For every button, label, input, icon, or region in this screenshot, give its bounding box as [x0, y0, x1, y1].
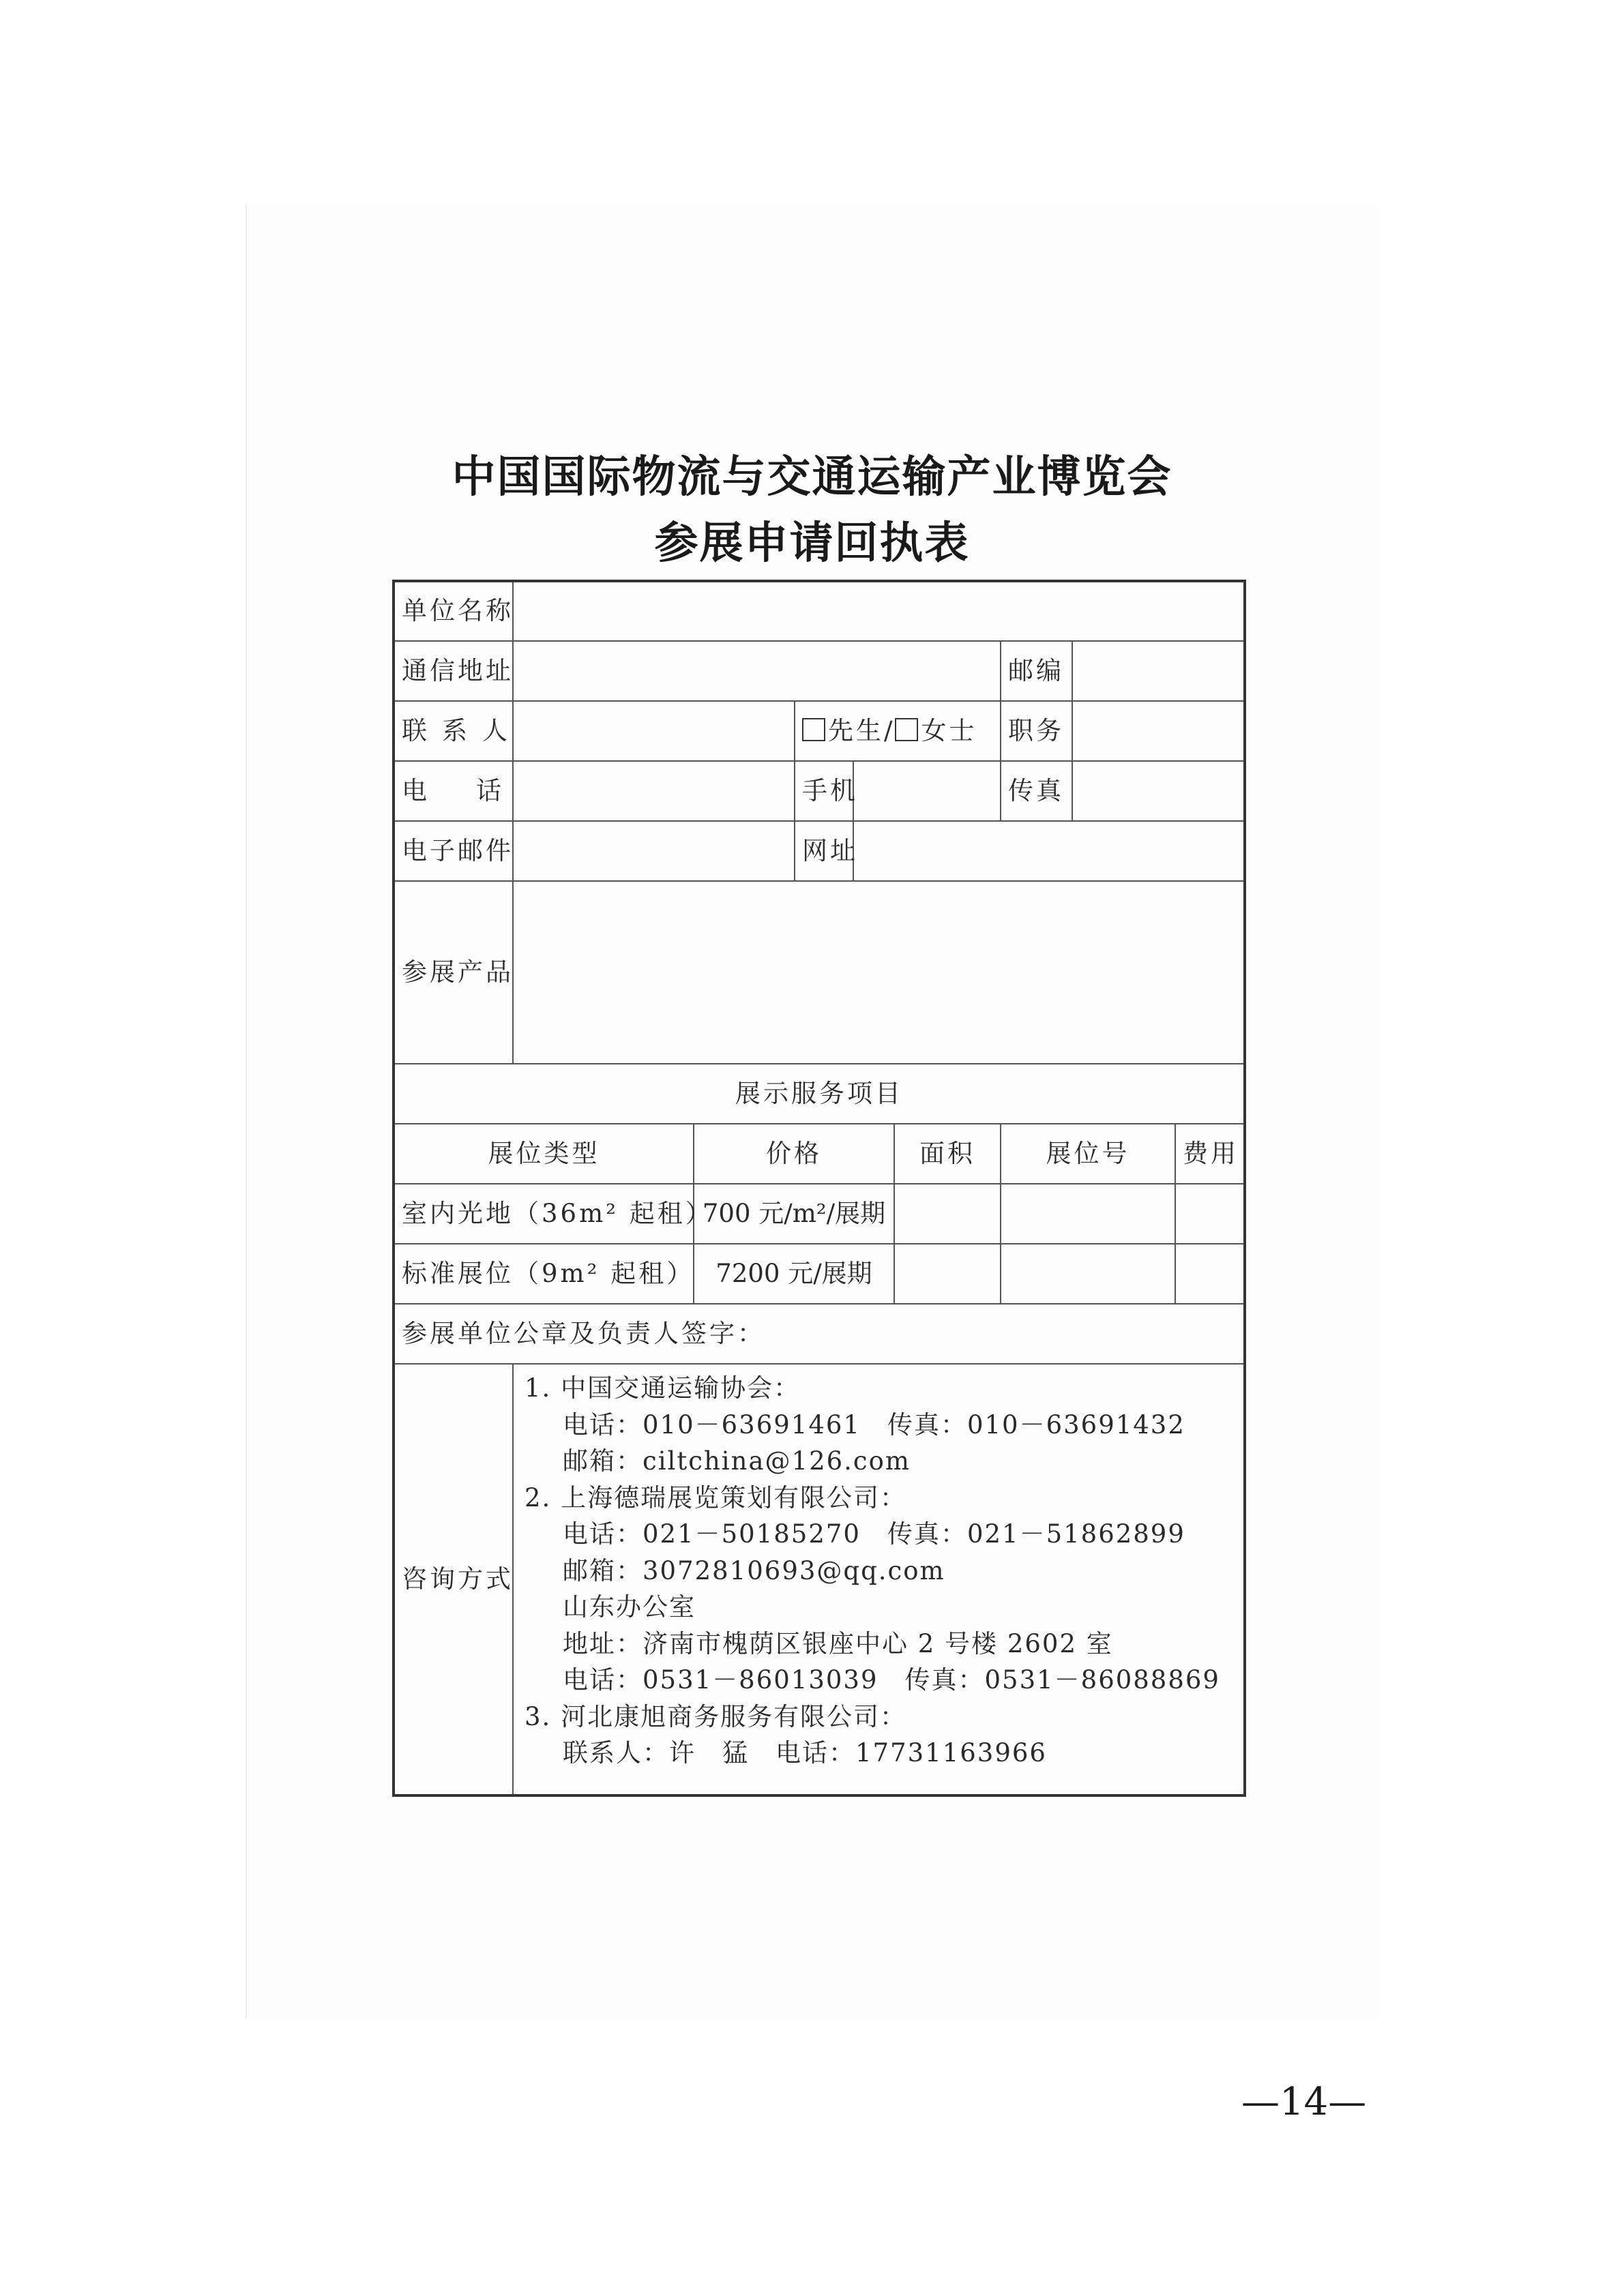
postcode-label: 邮编	[1001, 641, 1072, 701]
position-label: 职务	[1001, 701, 1072, 761]
application-form-table	[392, 580, 1246, 1797]
contact-line: 电话：021－50185270 传真：021－51862899	[563, 1519, 1185, 1549]
unit-name-label: 单位名称	[394, 581, 513, 641]
row-contact	[394, 701, 1245, 761]
website-label: 网址	[795, 821, 853, 881]
gender-options	[795, 701, 1001, 761]
row-seal	[394, 1304, 1245, 1364]
price-header: 价格	[694, 1124, 894, 1184]
contact-line: 地址：济南市槐荫区银座中心 2 号楼 2602 室	[563, 1628, 1113, 1658]
contact-line: 3. 河北康旭商务服务有限公司：	[525, 1701, 907, 1731]
booth-row	[394, 1184, 1245, 1244]
email-label: 电子邮件	[394, 821, 513, 881]
row-address	[394, 641, 1245, 701]
area-header: 面积	[894, 1124, 1001, 1184]
booth-no-field[interactable]	[1001, 1184, 1175, 1244]
contact-line: 邮箱：3072810693@qq.com	[563, 1555, 945, 1585]
booth-no-header: 展位号	[1001, 1124, 1175, 1184]
fax-label: 传真	[1001, 761, 1072, 821]
row-services-header	[394, 1064, 1245, 1124]
booth-price: 7200 元/展期	[694, 1244, 894, 1304]
unit-name-field[interactable]	[513, 581, 1245, 641]
booth-type: 标准展位（9m² 起租）	[394, 1244, 694, 1304]
contact-info	[513, 1364, 1245, 1795]
address-label: 通信地址	[394, 641, 513, 701]
row-consult	[394, 1364, 1245, 1795]
contact-line: 电话：0531－86013039 传真：0531－86088869	[563, 1665, 1220, 1695]
consult-label: 咨询方式	[394, 1364, 513, 1795]
contact-line: 邮箱：ciltchina@126.com	[563, 1446, 911, 1476]
booth-no-field[interactable]	[1001, 1244, 1175, 1304]
contact-line: 2. 上海德瑞展览策划有限公司：	[525, 1482, 907, 1512]
row-products	[394, 881, 1245, 1064]
booth-fee-field[interactable]	[1175, 1244, 1245, 1304]
services-header: 展示服务项目	[394, 1064, 1245, 1124]
position-field[interactable]	[1072, 701, 1245, 761]
contact-label: 联系人	[394, 701, 513, 761]
contact-line: 电话：010－63691461 传真：010－63691432	[563, 1410, 1185, 1440]
contact-line: 山东办公室	[563, 1592, 696, 1622]
address-field[interactable]	[513, 641, 1001, 701]
booth-fee-field[interactable]	[1175, 1184, 1245, 1244]
ms-label: 女士	[921, 715, 977, 745]
booth-area-field[interactable]	[894, 1184, 1001, 1244]
booth-price: 700 元/m²/展期	[694, 1184, 894, 1244]
ms-checkbox[interactable]	[895, 718, 918, 741]
booth-type: 室内光地（36m² 起租）	[394, 1184, 694, 1244]
seal-signature-label: 参展单位公章及负责人签字：	[394, 1304, 1245, 1364]
contact-field[interactable]	[513, 701, 795, 761]
booth-row	[394, 1244, 1245, 1304]
document-title: 中国国际物流与交通运输产业博览会	[452, 452, 1172, 503]
row-unit-name	[394, 581, 1245, 641]
row-booth-header	[394, 1124, 1245, 1184]
products-label: 参展产品	[394, 881, 513, 1064]
mobile-field[interactable]	[853, 761, 1001, 821]
website-field[interactable]	[853, 821, 1245, 881]
mr-label: 先生/	[828, 715, 896, 745]
phone-label: 电话	[394, 761, 513, 821]
products-field[interactable]	[513, 881, 1245, 1064]
contact-line: 1. 中国交通运输协会：	[525, 1373, 801, 1403]
email-field[interactable]	[513, 821, 795, 881]
row-email	[394, 821, 1245, 881]
fax-field[interactable]	[1072, 761, 1245, 821]
mr-checkbox[interactable]	[802, 718, 825, 741]
page-number: —14—	[1241, 2080, 1367, 2124]
fee-header: 费用	[1175, 1124, 1245, 1184]
phone-field[interactable]	[513, 761, 795, 821]
postcode-field[interactable]	[1072, 641, 1245, 701]
booth-area-field[interactable]	[894, 1244, 1001, 1304]
contact-line: 联系人：许 猛 电话：17731163966	[563, 1738, 1047, 1768]
row-phone	[394, 761, 1245, 821]
mobile-label: 手机	[795, 761, 853, 821]
booth-type-header: 展位类型	[394, 1124, 694, 1184]
document-subtitle: 参展申请回执表	[654, 518, 970, 569]
